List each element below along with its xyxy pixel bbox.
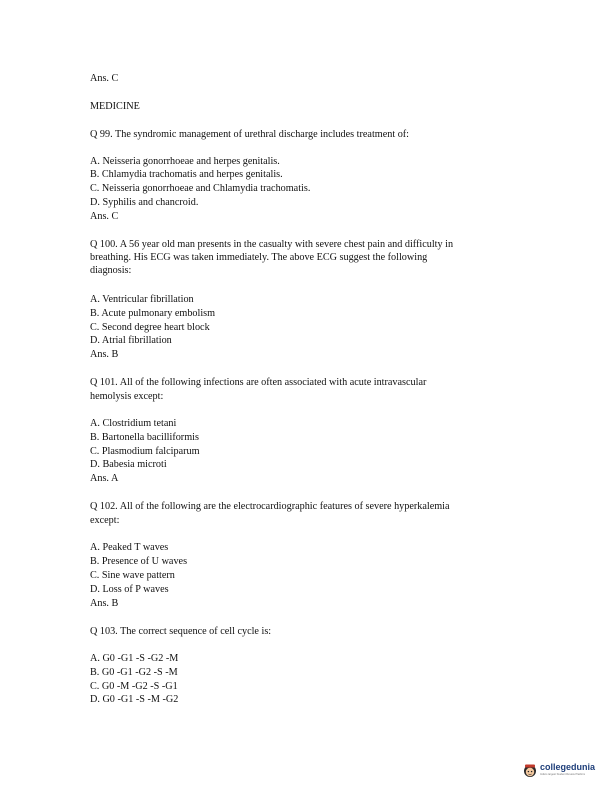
q100-option-a: A. Ventricular fibrillation (90, 294, 194, 305)
q101-option-d: D. Babesia microti (90, 459, 167, 470)
q99-option-a: A. Neisseria gonorrhoeae and herpes genitalis. (90, 156, 280, 167)
collegedunia-logo[interactable] (522, 760, 602, 782)
q103-option-c: C. G0 -M -G2 -S -G1 (90, 681, 178, 692)
previous-answer: Ans. C (90, 73, 119, 84)
section-title: MEDICINE (90, 101, 140, 112)
question-100-line-1: Q 100. A 56 year old man presents in the casualty with severe chest pain and difficulty in (90, 239, 454, 250)
q103-option-b: B. G0 -G1 -G2 -S -M (90, 667, 178, 678)
question-101-line-1: Q 101. All of the following infections are often associated with acute intravascular (90, 377, 427, 388)
q99-option-d: D. Syphilis and chancroid. (90, 197, 199, 208)
question-99: Q 99. The syndromic management of urethral discharge includes treatment of: (90, 129, 410, 140)
q103-option-a: A. G0 -G1 -S -G2 -M (90, 653, 179, 664)
brand-name: collegedunia (540, 762, 596, 772)
question-103: Q 103. The correct sequence of cell cycle is: (90, 626, 272, 637)
brand-tagline: India's largest Student Review Platform (540, 773, 586, 776)
q102-option-c: C. Sine wave pattern (90, 570, 175, 581)
q102-option-b: B. Presence of U waves (90, 556, 188, 567)
q103-option-d: D. G0 -G1 -S -M -G2 (90, 694, 179, 705)
question-101-line-2: hemolysis except: (90, 391, 164, 402)
question-100-line-3: diagnosis: (90, 265, 132, 276)
q99-answer: Ans. C (90, 211, 119, 222)
q100-option-c: C. Second degree heart block (90, 322, 210, 333)
q101-answer: Ans. A (90, 473, 119, 484)
q100-option-b: B. Acute pulmonary embolism (90, 308, 216, 319)
q100-answer: Ans. B (90, 349, 119, 360)
q99-option-c: C. Neisseria gonorrhoeae and Chlamydia trachomatis. (90, 183, 311, 194)
q101-option-c: C. Plasmodium falciparum (90, 446, 200, 457)
question-102-line-2: except: (90, 515, 120, 526)
q101-option-a: A. Clostridium tetani (90, 418, 177, 429)
q102-option-a: A. Peaked T waves (90, 542, 169, 553)
q100-option-d: D. Atrial fibrillation (90, 335, 172, 346)
q102-option-d: D. Loss of P waves (90, 584, 169, 595)
q101-option-b: B. Bartonella bacilliformis (90, 432, 199, 443)
mascot-icon (522, 762, 538, 778)
q99-option-b: B. Chlamydia trachomatis and herpes genitalis. (90, 169, 283, 180)
question-100-line-2: breathing. His ECG was taken immediately. The above ECG suggest the following (90, 252, 428, 263)
q102-answer: Ans. B (90, 598, 119, 609)
question-102-line-1: Q 102. All of the following are the electrocardiographic features of severe hyperkalemia (90, 501, 450, 512)
